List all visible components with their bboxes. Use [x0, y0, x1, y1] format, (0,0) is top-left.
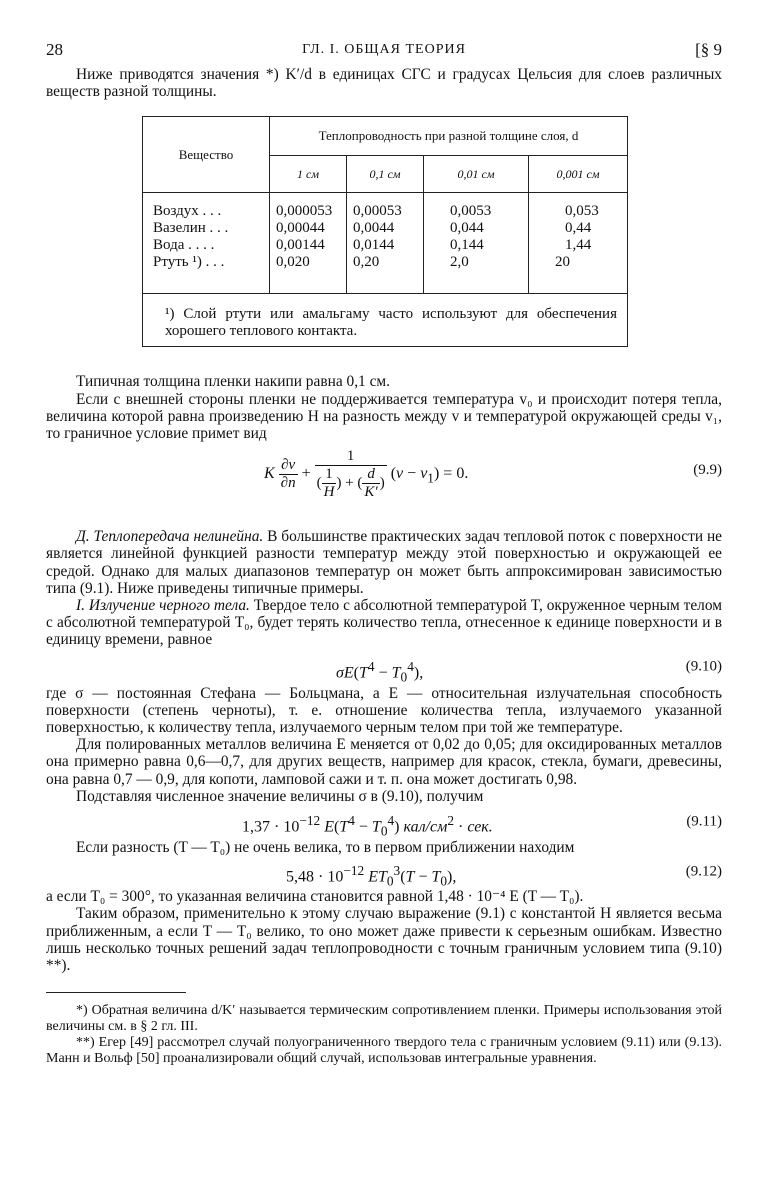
paragraph: Для полированных металлов величина E меняется от 0,02 до 0,05; для оксидированных металлов она примерно равна 0,6—0,7, для других веществ, например для красок, стекла, бумаги, древесины, она равна 0,7 — 0,9, для копоти, ламповой сажи и т. п. она может достигать 0,98. — [46, 736, 722, 788]
table-row — [143, 220, 627, 237]
table-row — [143, 193, 627, 221]
cell: 0,0044 — [347, 220, 424, 237]
cell: 0,00053 — [347, 193, 424, 221]
row-name: Вода . . . . — [143, 237, 270, 254]
conductivity-table — [142, 116, 628, 347]
item-1-paragraph — [46, 597, 722, 649]
equation-number: (9.10) — [685, 658, 722, 675]
section-d-paragraph — [46, 528, 722, 597]
row-name: Воздух . . . — [143, 193, 270, 221]
chapter-title: ГЛ. I. ОБЩАЯ ТЕОРИЯ — [302, 42, 466, 57]
footnote-rule — [46, 992, 186, 993]
col-header: 0,001 см — [529, 156, 628, 193]
page — [46, 40, 722, 1067]
cell: 0,00044 — [270, 220, 347, 237]
footnote: **) Егер [49] рассмотрел случай полуограниченного твердого тела с граничным условием (9.11) или (9.13). Манн и Вольф [50] проанализировали общий случай, использовав интегральные уравнения. — [46, 1035, 722, 1067]
equation-9-10: $\sigma E(T^4 - T_0^4)$, (9.10) — [336, 658, 722, 685]
equation-number: (9.12) — [685, 863, 722, 880]
paragraph: Подставляя численное значение величины σ в (9.10), получим — [76, 787, 484, 805]
cell: 20 — [555, 254, 570, 271]
section-d-title: Д. Теплопередача нелинейна. — [76, 528, 264, 546]
cell: 0,20 — [347, 254, 424, 293]
paragraph: Типичная толщина пленки накипи равна 0,1 см. — [76, 373, 391, 391]
equation-9-12: $5,48 \cdot 10^{-12}$ $ET_0^3(T - T_0)$, (9.12) — [286, 863, 722, 889]
substance-header: Вещество — [143, 117, 270, 193]
item-1-title: I. Излучение черного тела. — [76, 597, 250, 615]
cell: 0,000053 — [270, 193, 347, 221]
paragraph: Если с внешней стороны пленки не поддерживается температура v₀ и происходит потеря тепла, величина которой равна произведению H на разность между v и температурой окружающей среды v₁, то граничное условие примет вид — [46, 390, 722, 443]
cell: 0,0053 — [424, 193, 529, 221]
paragraph: Таким образом, применительно к этому случаю выражение (9.1) с константой H является весьма приближенным, а если T — T₀ велико, то оно может даже привести к серьезным ошибкам. Известно лишь несколько точных решений задач теплопроводности с точным граничным условием типа (9.10) **). — [46, 905, 722, 975]
item-1-text: Твердое тело с абсолютной температурой T, окруженное черным телом с абсолютной температурой T₀, будет терять количество тепла, отнесенное к единице поверхности и в единицу времени, равное — [46, 597, 723, 649]
col-header: 1 см — [270, 156, 347, 193]
table-row — [143, 254, 627, 293]
cell: 0,053 — [565, 203, 599, 220]
group-header: Теплопроводность при разной толщине слоя, d — [270, 117, 628, 156]
equation-number: (9.11) — [686, 813, 722, 830]
section-d-text: В большинстве практических задач тепловой поток с поверхности не является линейной функцией разности температур между этой поверхностью и окружающей ее средой. Однако для малых диапазонов температур он может быть аппроксимирован зависимостью типа (9.1). Ниже приведены типичные примеры. — [46, 528, 723, 597]
footnotes — [46, 1003, 722, 1067]
row-name: Вазелин . . . — [143, 220, 270, 237]
paragraph: а если T₀ = 300°, то указанная величина становится равной 1,48 · 10⁻⁴ E (T — T₀). — [46, 888, 584, 906]
col-header: 0,01 см — [424, 156, 529, 193]
equation-9-9: K $\frac{\partial v}{\partial n}$ + 1 ( $\frac{1}{H}$ ) + ( $\frac{d}{K'}$ ) $(v - v_1) = 0$. (9.9) — [264, 448, 722, 501]
cell: 0,020 — [270, 254, 347, 293]
cell: 0,144 — [424, 237, 529, 254]
cell: 0,00144 — [270, 237, 347, 254]
footnote: *) Обратная величина d/K′ называется термическим сопротивлением пленки. Примеры использования этой величины см. в § 2 гл. III. — [46, 1003, 722, 1035]
paragraph: где σ — постоянная Стефана — Больцмана, а E — относительная излучательная способность поверхности (степень черноты), т. е. отношение количества тепла, излучаемого указанной поверхностью, к количеству тепла, излучаемого черным телом при той же температуре. — [46, 684, 722, 737]
section-marker: [§ 9 — [695, 40, 722, 59]
table-footnote: ¹) Слой ртути или амальгаму часто используют для обеспечения хорошего теплового контакта. — [143, 293, 627, 346]
intro-paragraph: Ниже приводятся значения *) K′/d в единицах СГС и градусах Цельсия для слоев различных веществ разной толщины. — [46, 66, 722, 101]
paragraph: Если разность (T — T₀) не очень велика, то в первом приближении находим — [76, 839, 575, 857]
equation-number: (9.9) — [693, 462, 722, 479]
cell: 0,44 — [565, 220, 592, 237]
row-name: Ртуть ¹) . . . — [143, 254, 270, 293]
running-header — [46, 40, 722, 66]
page-number: 28 — [46, 40, 63, 59]
equation-9-11: $1,37 \cdot 10^{-12}$ $E(T^4 - T_0^4) кал/см^2$ · сек. (9.11) — [242, 813, 722, 839]
col-header: 0,1 см — [347, 156, 424, 193]
cell: 2,0 — [424, 254, 529, 293]
cell: 1,44 — [565, 237, 592, 254]
cell: 0,044 — [424, 220, 529, 237]
table-row — [143, 237, 627, 254]
cell: 0,0144 — [347, 237, 424, 254]
